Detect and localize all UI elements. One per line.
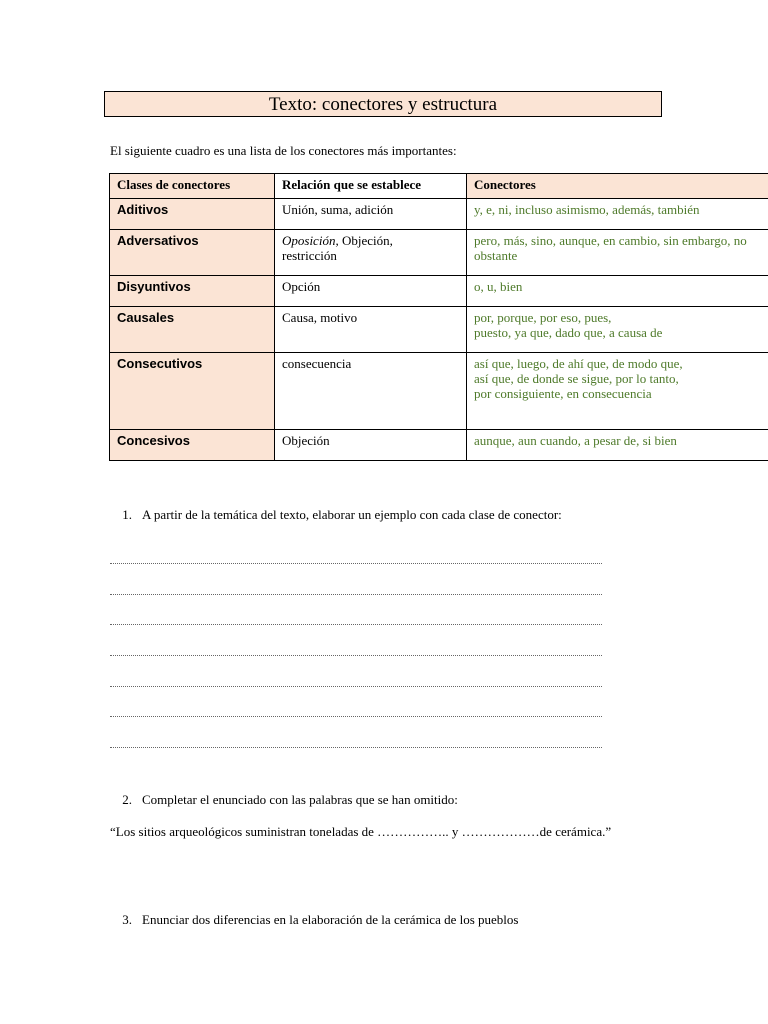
- conectores-cell: pero, más, sino, aunque, en cambio, sin embargo, no obstante: [467, 230, 768, 276]
- question-2: [108, 792, 458, 808]
- relacion-cell: Opción: [275, 276, 467, 307]
- relacion-cell: Objeción: [275, 430, 467, 461]
- relacion-cell: consecuencia: [275, 353, 467, 430]
- question-number: 2.: [122, 792, 132, 807]
- answer-line[interactable]: [110, 594, 602, 595]
- conectores-cell: así que, luego, de ahí que, de modo que, así que, de donde se sigue, por lo tanto, por consiguiente, en consecuencia: [467, 353, 768, 430]
- table-row: [110, 430, 768, 461]
- relacion-italic: Oposición,: [282, 233, 339, 248]
- clase-cell: Concesivos: [110, 430, 275, 461]
- clase-cell: Consecutivos: [110, 353, 275, 430]
- clase-cell: Adversativos: [110, 230, 275, 276]
- table-row: [110, 307, 768, 353]
- header-relacion: Relación que se establece: [275, 174, 467, 199]
- clase-cell: Causales: [110, 307, 275, 353]
- table-header-row: [110, 174, 768, 199]
- conectores-cell: o, u, bien: [467, 276, 768, 307]
- relacion-cell: Unión, suma, adición: [275, 199, 467, 230]
- fill-in-quote[interactable]: “Los sitios arqueológicos suministran toneladas de …………….. y ………………de cerámica.”: [110, 824, 612, 839]
- answer-line[interactable]: [110, 686, 602, 687]
- table-row: [110, 276, 768, 307]
- header-clases: Clases de conectores: [110, 174, 275, 199]
- document-title: Texto: conectores y estructura: [104, 91, 662, 117]
- relacion-cell: Oposición, Objeción, restricción: [275, 230, 467, 276]
- answer-line[interactable]: [110, 624, 602, 625]
- question-number: 1.: [122, 507, 132, 522]
- question-text: Completar el enunciado con las palabras que se han omitido:: [142, 792, 458, 807]
- relacion-cell: Causa, motivo: [275, 307, 467, 353]
- answer-line[interactable]: [110, 747, 602, 748]
- answer-line[interactable]: [110, 716, 602, 717]
- question-text: Enunciar dos diferencias en la elaboración de la cerámica de los pueblos: [142, 912, 519, 927]
- connectors-table: [109, 173, 768, 461]
- intro-text: El siguiente cuadro es una lista de los conectores más importantes:: [110, 143, 457, 158]
- answer-line[interactable]: [110, 655, 602, 656]
- header-conectores: Conectores: [467, 174, 768, 199]
- conectores-cell: por, porque, por eso, pues, puesto, ya que, dado que, a causa de: [467, 307, 768, 353]
- clase-cell: Disyuntivos: [110, 276, 275, 307]
- table-row: [110, 353, 768, 430]
- answer-line[interactable]: [110, 563, 602, 564]
- question-text: A partir de la temática del texto, elaborar un ejemplo con cada clase de conector:: [142, 507, 562, 522]
- conectores-cell: aunque, aun cuando, a pesar de, si bien: [467, 430, 768, 461]
- table-row: [110, 230, 768, 276]
- table-row: [110, 199, 768, 230]
- conectores-cell: y, e, ni, incluso asimismo, además, también: [467, 199, 768, 230]
- question-1: [108, 507, 562, 523]
- question-3: [108, 912, 518, 928]
- question-number: 3.: [122, 912, 132, 927]
- clase-cell: Aditivos: [110, 199, 275, 230]
